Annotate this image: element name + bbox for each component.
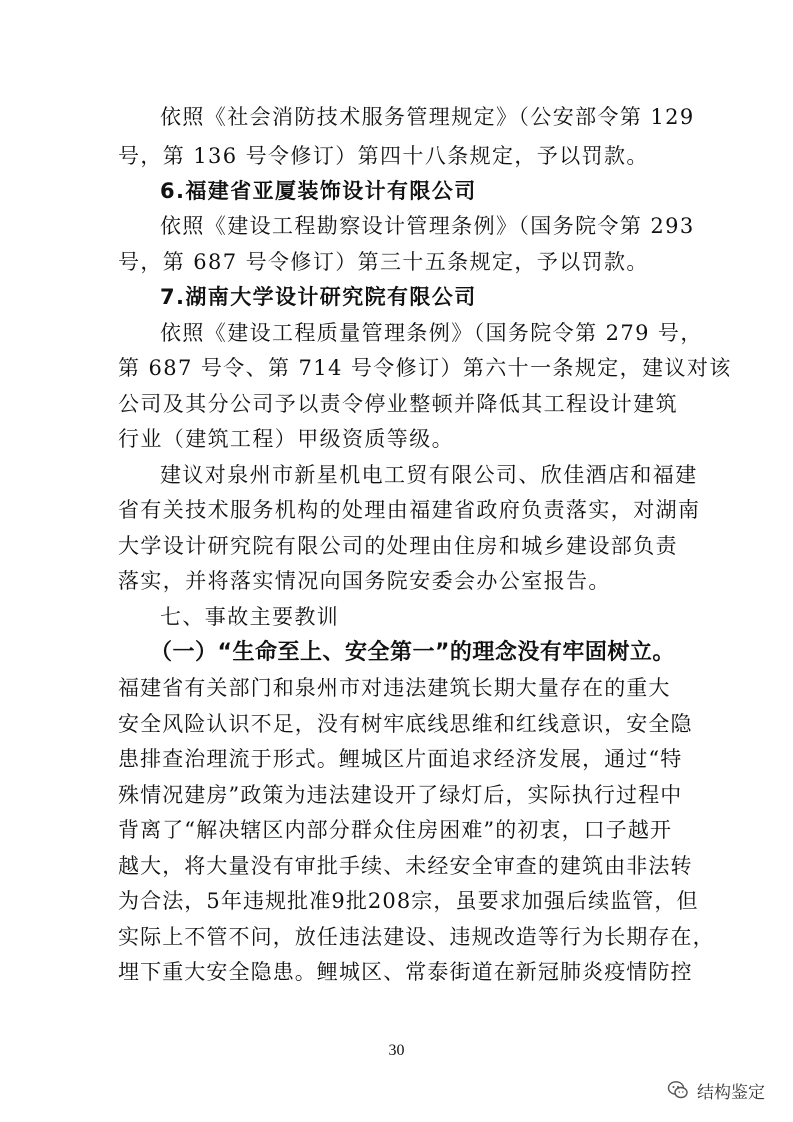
paragraph-line: 为合法，5年违规批准9批208宗，虽要求加强后续监管，但 [118, 889, 699, 913]
paragraph-line: 大学设计研究院有限公司的处理由住房和城乡建设部负责 [118, 534, 678, 558]
paragraph-line: 越大，将大量没有审批手续、未经安全审查的建筑由非法转 [118, 854, 693, 878]
paragraph-line: 号，第 687 号令修订）第三十五条规定，予以罚款。 [118, 250, 649, 274]
company-heading: 6.福建省亚厦装饰设计有限公司 [160, 179, 477, 203]
company-heading: 7.湖南大学设计研究院有限公司 [160, 285, 477, 309]
paragraph-line: 埋下重大安全隐患。鲤城区、常泰街道在新冠肺炎疫情防控 [118, 960, 693, 984]
paragraph-line: 实际上不管不问，放任违法建设、违规改造等行为长期存在， [118, 925, 715, 949]
paragraph-line: 患排查治理流于形式。鲤城区片面追求经济发展，通过“特 [118, 747, 683, 771]
paragraph-line: 号，第 136 号令修订）第四十八条规定，予以罚款。 [118, 144, 649, 168]
paragraph-line: 省有关技术服务机构的处理由福建省政府负责落实，对湖南 [118, 498, 701, 522]
paragraph-line: 殊情况建房”政策为违法建设开了绿灯后，实际执行过程中 [118, 783, 683, 807]
paragraph-line: 依照《建设工程质量管理条例》（国务院令第 279 号， [160, 321, 703, 345]
section-heading: 七、事故主要教训 [160, 605, 340, 629]
paragraph-line: 落实，并将落实情况向国务院安委会办公室报告。 [118, 569, 611, 593]
paragraph-line: 建议对泉州市新星机电工贸有限公司、欣佳酒店和福建 [160, 463, 698, 487]
paragraph-line: 福建省有关部门和泉州市对违法建筑长期大量存在的重大 [118, 676, 671, 700]
paragraph-line: 背离了“解决辖区内部分群众住房困难”的初衷，口子越开 [118, 818, 673, 842]
paragraph-line: 依照《建设工程勘察设计管理条例》（国务院令第 293 [160, 214, 695, 238]
paragraph-line: 第 687 号令、第 714 号令修订）第六十一条规定，建议对该 [118, 356, 732, 380]
paragraph-line: 安全风险认识不足，没有树牢底线思维和红线意识，安全隐 [118, 712, 693, 736]
subsection-heading: （一）“生命至上、安全第一”的理念没有牢固树立。 [150, 640, 675, 665]
paragraph-line: 行业（建筑工程）甲级资质等级。 [118, 427, 454, 451]
watermark-text: 结构鉴定 [697, 1082, 765, 1103]
paragraph-line: 依照《社会消防技术服务管理规定》（公安部令第 129 [160, 105, 695, 129]
paragraph-line: 公司及其分公司予以责令停业整顿并降低其工程设计建筑 [118, 392, 678, 416]
watermark [667, 1074, 765, 1106]
page-number: 30 [388, 1042, 405, 1059]
wechat-icon [667, 1079, 689, 1101]
